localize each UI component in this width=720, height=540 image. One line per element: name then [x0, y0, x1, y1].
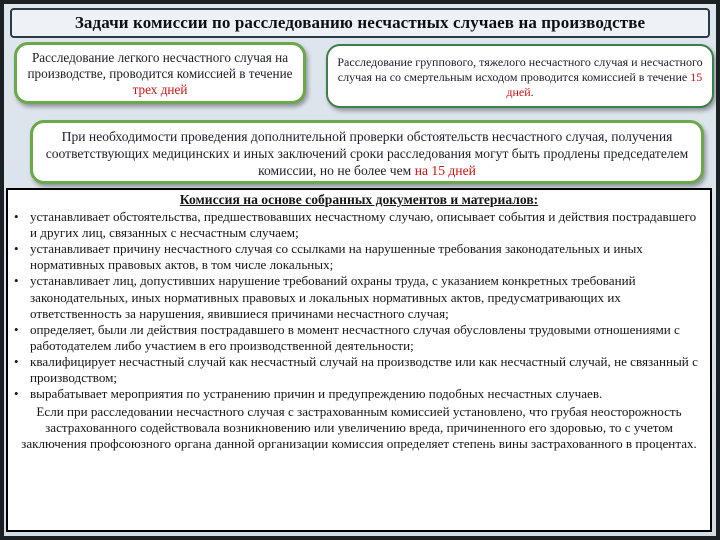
list-item-text: устанавливает причину несчастного случая со ссылками на нарушенные требования законодательных и иных нормативных правовых актов, в том числе локальных;: [30, 241, 643, 273]
commission-duties-panel: [6, 188, 712, 532]
severe-accident-deadline: 15 дней: [506, 70, 703, 99]
bullet-icon: •: [14, 273, 19, 289]
list-item: [12, 354, 706, 386]
list-item-text: устанавливает лиц, допустивших нарушение требований охраны труда, с указанием конкретных требований законодательных, иных нормативных правовых и локальных нормативных актов, предусматривающих их ответственность за нарушения, явившиеся причинами несчастного случая;: [30, 273, 636, 321]
commission-duties-list: [12, 209, 706, 402]
bullet-icon: •: [14, 209, 19, 225]
severe-accident-box: [326, 44, 714, 108]
title-bar: [10, 8, 710, 38]
list-item: [12, 241, 706, 273]
list-item-text: квалифицирует несчастный случай как несчастный случай на производстве или как несчастный случай, не связанный с производством;: [30, 353, 698, 386]
list-item: [12, 273, 706, 321]
extension-box: [30, 120, 704, 184]
slide: [4, 4, 716, 536]
list-item: [12, 322, 706, 354]
list-item-text: вырабатывает мероприятия по устранению причин и предупреждению подобных несчастных случаев.: [30, 386, 603, 402]
commission-duties-heading: Комиссия на основе собранных документов и материалов:: [179, 192, 539, 207]
extension-text: При необходимости проведения дополнительной проверки обстоятельств несчастного случая, получения соответствующих медицинских и иных заключений сроки расследования могут быть продлены председателем комиссии, но не более чем: [45, 129, 689, 178]
light-accident-deadline: трех дней: [132, 82, 188, 97]
page-title: Задачи комиссии по расследованию несчастных случаев на производстве: [74, 13, 646, 32]
bullet-icon: •: [14, 353, 19, 369]
light-accident-text: Расследование легкого несчастного случая на производстве, проводится комиссией в течение: [27, 50, 293, 81]
insured-negligence-paragraph: Если при расследовании несчастного случая с застрахованным комиссией установлено, что грубая неосторожность застрахованного содействовала возникновению или увеличению вреда, причиненного его здоровью, то с учетом заключения профсоюзного органа данной организации комиссия определяет степень вины застрахованного в процентах.: [21, 404, 697, 452]
extension-deadline: на 15 дней: [414, 163, 476, 178]
severe-accident-text: Расследование группового, тяжелого несчастного случая и несчастного случая на со смертельным исходом проводится комиссией в течение: [337, 55, 703, 84]
list-item: [12, 386, 706, 402]
bullet-icon: •: [14, 241, 19, 257]
list-item-text: определяет, были ли действия пострадавшего в момент несчастного случая обусловлены трудовыми отношениями с работодателем либо участием в его производственной деятельности;: [30, 321, 680, 353]
bullet-icon: •: [14, 321, 19, 337]
list-item: [12, 209, 706, 241]
light-accident-box: [14, 42, 306, 104]
severe-accident-tail: .: [530, 85, 534, 99]
bullet-icon: •: [14, 386, 19, 402]
list-item-text: устанавливает обстоятельства, предшествовавших несчастному случаю, описывает события и действия пострадавшего и других лиц, связанных с несчастным случаем;: [30, 209, 697, 241]
